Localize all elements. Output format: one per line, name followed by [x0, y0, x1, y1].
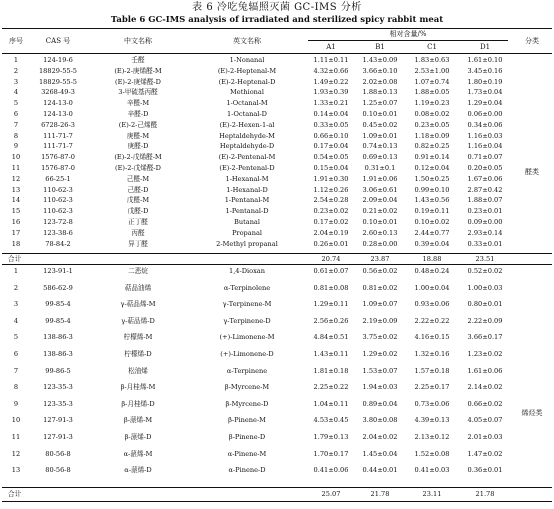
cell-cn-name: 庚醛-M [126, 131, 150, 140]
cell-cn-name: 松油烯 [128, 366, 148, 375]
cell-d1: 1.47±0.02 [467, 449, 503, 458]
cell-no: 6 [13, 350, 19, 358]
cell-cas: 110-62-3 [43, 207, 73, 216]
cell-c1: 0.08±0.02 [414, 110, 450, 118]
cell-a1: 0.41±0.06 [313, 466, 349, 475]
cell-cn-name: β-蒎烯-D [124, 433, 152, 441]
cell-cn-name: α-蒎烯-M [123, 449, 153, 458]
cell-b1: 0.69±0.13 [362, 153, 398, 162]
cell-cas: 127-91-3 [43, 433, 73, 441]
cell-d1: 3.66±0.17 [467, 333, 503, 342]
cell-cn-name: 己醛-D [127, 185, 149, 194]
cell-a1: 0.17±0.02 [313, 218, 349, 226]
cell-b1: 0.56±0.02 [362, 267, 398, 275]
cell-c1: 1.07±0.74 [414, 77, 450, 86]
cell-b1: 1.94±0.03 [362, 383, 398, 392]
cell-cas: 123-35-3 [43, 383, 73, 392]
cell-no: 8 [13, 383, 19, 392]
cell-b1: 1.29±0.02 [362, 350, 398, 358]
total1-rule [2, 253, 552, 254]
cell-no: 12 [11, 449, 21, 458]
header-d1: D1 [479, 43, 491, 51]
header-b1: B1 [375, 43, 385, 51]
cell-en-name: 1,4-Dioxan [229, 267, 265, 275]
header-relative-content: 相对含量/% [389, 30, 427, 38]
cell-cas: 1576-87-0 [41, 153, 75, 162]
cell-en-name: α-Terpinolene [223, 283, 271, 292]
cell-b1: 1.09±0.01 [362, 131, 398, 140]
cell-a1: 1.43±0.11 [313, 350, 349, 358]
cell-c1: 1.19±0.23 [414, 99, 450, 108]
cell-cn-name: β-月桂烯-M [120, 383, 156, 392]
cell-no: 14 [11, 196, 21, 205]
cell-c1: 1.52±0.08 [414, 449, 450, 458]
cell-d1: 0.71±0.07 [467, 153, 503, 162]
cell-en-name: β-Pinene-D [228, 433, 266, 441]
cell-cn-name: 辛醛-D [127, 110, 149, 118]
cell-b1: 0.89±0.04 [362, 399, 398, 408]
cell-cn-name: 二恶烷 [128, 267, 148, 275]
cell-a1: 1.29±0.11 [313, 300, 349, 309]
cell-cn-name: 异丁醛 [128, 239, 148, 248]
cell-cn-name: 3-甲硫基丙醛 [118, 88, 158, 97]
cell-no: 10 [11, 153, 21, 162]
cell-d1: 4.05±0.07 [467, 416, 503, 425]
cell-b1: 2.09±0.04 [362, 196, 398, 205]
cell-en-name: β-Myrcene-M [224, 383, 270, 392]
total2-d1: 21.78 [475, 490, 495, 498]
cell-b1: 2.19±0.09 [362, 316, 398, 325]
cell-d1: 0.36±0.01 [467, 466, 503, 475]
cell-no: 5 [13, 99, 19, 108]
cell-cas: 123-38-6 [43, 228, 73, 237]
header-rule [2, 53, 552, 54]
cell-en-name: Heptaldehyde-M [219, 131, 275, 140]
cell-d1: 0.33±0.01 [467, 239, 503, 248]
cell-cas: 123-35-3 [43, 399, 73, 408]
cell-cn-name: β-月桂烯-D [121, 399, 155, 408]
header-cn-name: 中文名称 [124, 37, 152, 45]
cell-b1: 2.04±0.02 [362, 433, 398, 441]
cell-d1: 1.00±0.03 [467, 283, 503, 292]
cell-cas: 99-86-5 [45, 366, 71, 375]
cell-c1: 1.43±0.56 [414, 196, 450, 205]
cell-cn-name: γ-萜品烯-D [121, 316, 155, 325]
cell-a1: 0.54±0.05 [313, 153, 349, 162]
cell-d1: 1.16±0.04 [467, 142, 503, 151]
cell-en-name: 1-Octanal-D [227, 110, 267, 118]
cell-cas: 99-85-4 [45, 300, 71, 309]
header-category: 分类 [525, 37, 539, 45]
cell-en-name: β-Pinene-M [228, 416, 266, 425]
category-terpenes: 烯烃类 [521, 409, 543, 417]
cell-a1: 0.23±0.02 [313, 207, 349, 216]
cell-no: 4 [13, 88, 19, 97]
header-en-name: 英文名称 [233, 37, 261, 45]
cell-cn-name: 柠檬烯-M [123, 333, 153, 342]
cell-b1: 3.80±0.08 [362, 416, 398, 425]
cell-no: 8 [13, 131, 19, 140]
total2-label: 合计 [8, 490, 22, 498]
cell-b1: 1.53±0.07 [362, 366, 398, 375]
cell-cas: 124-19-6 [43, 56, 73, 64]
total1-b1: 23.87 [370, 255, 390, 263]
cell-cas: 111-71-7 [43, 142, 73, 151]
cell-cas: 124-13-0 [43, 110, 73, 118]
cell-no: 1 [13, 56, 19, 64]
cell-en-name: 2-Methyl propanal [216, 239, 278, 248]
cell-cn-name: β-蒎烯-M [123, 416, 153, 425]
cell-d1: 2.22±0.09 [467, 316, 503, 325]
cell-no: 13 [11, 466, 21, 475]
cell-d1: 0.20±0.05 [467, 164, 503, 172]
cell-no: 2 [13, 66, 19, 75]
cell-en-name: α-Pinene-M [227, 449, 267, 458]
cell-cas: 586-62-9 [43, 283, 73, 292]
cell-a1: 2.25±0.22 [313, 383, 349, 392]
cell-d1: 0.66±0.02 [467, 399, 503, 408]
cell-en-name: 1-Nonanal [229, 56, 265, 64]
cell-b1: 1.25±0.07 [362, 99, 398, 108]
cell-d1: 1.61±0.06 [467, 366, 503, 375]
cell-d1: 2.14±0.02 [467, 383, 503, 392]
cell-en-name: (E)-2-Pentenal-D [219, 164, 275, 172]
cell-cn-name: 丙醛 [131, 228, 145, 237]
cell-a1: 1.11±0.11 [313, 56, 349, 64]
cell-cn-name: (E)-2-戊烯醛-M [114, 153, 162, 162]
cell-cas: 6728-26-3 [41, 120, 75, 129]
cell-no: 11 [11, 164, 21, 172]
cell-c1: 1.83±0.63 [414, 56, 450, 64]
cell-cas: 123-72-8 [43, 218, 73, 226]
top-rule [2, 28, 552, 29]
cell-d1: 2.93±0.14 [467, 228, 503, 237]
cell-cas: 127-91-3 [43, 416, 73, 425]
cell-no: 2 [13, 283, 19, 292]
cell-no: 5 [13, 333, 19, 342]
cell-b1: 1.91±0.06 [362, 174, 398, 183]
cell-no: 1 [13, 267, 19, 275]
total1-c1: 18.88 [422, 255, 442, 263]
cell-c1: 2.53±1.00 [414, 66, 450, 75]
cell-b1: 0.81±0.02 [362, 283, 398, 292]
cell-en-name: β-Myrcene-D [225, 399, 269, 408]
header-a1: A1 [326, 43, 336, 51]
cell-cn-name: (E)-2-庚烯醛-D [115, 77, 161, 86]
cell-d1: 0.80±0.01 [467, 300, 503, 309]
cell-cas: 80-56-8 [45, 466, 71, 475]
cell-c1: 0.10±0.02 [414, 218, 450, 226]
cell-d1: 2.01±0.03 [467, 433, 503, 441]
cell-b1: 0.31±0.1 [364, 164, 396, 172]
cell-c1: 1.88±0.05 [414, 88, 450, 97]
cell-a1: 0.33±0.05 [313, 120, 349, 129]
cell-cn-name: 柠檬烯-D [124, 350, 152, 358]
cell-cn-name: (E)-2-戊烯醛-D [115, 164, 161, 172]
cell-d1: 0.23±0.01 [467, 207, 503, 216]
cell-en-name: 1-Pentanal-M [224, 196, 270, 205]
cell-no: 16 [11, 218, 21, 226]
cell-no: 3 [13, 77, 19, 86]
cell-cas: 138-86-3 [43, 350, 73, 358]
cell-cas: 99-85-4 [45, 316, 71, 325]
cell-b1: 3.75±0.02 [362, 333, 398, 342]
cell-d1: 1.23±0.02 [467, 350, 503, 358]
cell-cn-name: α-蒎烯-D [124, 466, 152, 475]
cell-cn-name: γ-萜品烯-M [120, 300, 156, 309]
cell-b1: 0.45±0.02 [362, 120, 398, 129]
cell-cas: 3268-49-3 [41, 88, 75, 97]
cell-c1: 0.91±0.14 [414, 153, 450, 162]
cell-c1: 2.22±0.22 [414, 316, 450, 325]
cell-c1: 2.13±0.12 [414, 433, 450, 441]
cell-cas: 110-62-3 [43, 185, 73, 194]
section-divider [2, 264, 552, 265]
cell-b1: 0.10±0.01 [362, 110, 398, 118]
cell-d1: 1.80±0.19 [467, 77, 503, 86]
cell-en-name: 1-Hexanal-D [226, 185, 268, 194]
cell-b1: 0.74±0.13 [362, 142, 398, 151]
cell-d1: 1.16±0.03 [467, 131, 503, 140]
cell-a1: 1.70±0.17 [313, 449, 349, 458]
cell-c1: 1.32±0.16 [414, 350, 450, 358]
cell-c1: 1.00±0.04 [414, 283, 450, 292]
cell-d1: 0.52±0.02 [467, 267, 503, 275]
cell-c1: 1.18±0.09 [414, 131, 450, 140]
cell-b1: 3.66±0.10 [362, 66, 398, 75]
cell-a1: 0.26±0.01 [313, 239, 349, 248]
cell-en-name: γ-Terpinene-D [223, 316, 271, 325]
header-no: 序号 [9, 37, 23, 45]
cell-c1: 2.44±0.77 [414, 228, 450, 237]
cell-a1: 1.04±0.11 [313, 399, 349, 408]
cell-a1: 2.54±0.28 [313, 196, 349, 205]
cell-a1: 4.53±0.45 [313, 416, 349, 425]
total1-label: 合计 [8, 255, 22, 263]
cell-c1: 0.93±0.06 [414, 300, 450, 309]
cell-a1: 1.79±0.13 [313, 433, 349, 441]
cell-a1: 1.49±0.22 [313, 77, 349, 86]
cell-cas: 80-56-8 [45, 449, 71, 458]
cell-cn-name: (E)-2-己烯醛 [118, 120, 158, 129]
cell-a1: 1.81±0.18 [313, 366, 349, 375]
cell-a1: 4.84±0.51 [313, 333, 349, 342]
cell-en-name: γ-Terpinene-M [222, 300, 272, 309]
cell-a1: 2.04±0.19 [313, 228, 349, 237]
cell-cas: 78-84-2 [45, 239, 71, 248]
cell-c1: 0.82±0.25 [414, 142, 450, 151]
cell-en-name: 1-Pentanal-D [225, 207, 269, 216]
category-aldehydes: 醛类 [525, 168, 539, 176]
cell-cn-name: 己醛-M [126, 174, 150, 183]
table-title-cn: 表 6 冷吃兔辐照灭菌 GC-IMS 分析 [192, 2, 362, 13]
cell-cn-name: 辛醛-M [126, 99, 150, 108]
cell-c1: 4.39±0.13 [414, 416, 450, 425]
cell-d1: 1.88±0.07 [467, 196, 503, 205]
cell-d1: 1.67±0.06 [467, 174, 503, 183]
cell-a1: 0.66±0.10 [313, 131, 349, 140]
cell-b1: 1.43±0.09 [362, 56, 398, 64]
cell-en-name: (E)-2-Heptenal-M [217, 66, 277, 75]
cell-b1: 0.44±0.01 [362, 466, 398, 475]
cell-d1: 0.06±0.00 [467, 110, 503, 118]
cell-en-name: Heptaldehyde-D [219, 142, 275, 151]
header-c1: C1 [427, 43, 437, 51]
cell-cas: 110-62-3 [43, 196, 73, 205]
cell-a1: 0.14±0.04 [313, 110, 349, 118]
cell-en-name: (+)-Limonene-D [220, 350, 274, 358]
cell-a1: 4.32±0.66 [313, 66, 349, 75]
table-title-en: Table 6 GC-IMS analysis of irradiated and sterilized spicy rabbit meat [110, 15, 444, 25]
cell-c1: 0.99±0.10 [414, 185, 450, 194]
cell-c1: 0.39±0.04 [414, 239, 450, 248]
cell-cas: 18829-55-5 [38, 77, 78, 86]
cell-en-name: 1-Hexanal-M [225, 174, 269, 183]
cell-c1: 0.73±0.06 [414, 399, 450, 408]
total2-b1: 21.78 [370, 490, 390, 498]
cell-no: 7 [13, 120, 19, 129]
cell-no: 3 [13, 300, 19, 309]
bottom-rule [2, 501, 552, 502]
total1-d1: 23.51 [475, 255, 495, 263]
cell-cas: 1576-87-0 [41, 164, 75, 172]
cell-c1: 0.19±0.11 [414, 207, 450, 216]
cell-en-name: Methional [230, 88, 264, 97]
cell-cn-name: 庚醛-D [127, 142, 149, 151]
header-cas: CAS 号 [45, 37, 71, 45]
cell-no: 9 [13, 399, 19, 408]
cell-c1: 1.50±0.25 [414, 174, 450, 183]
total2-rule [2, 487, 552, 488]
cell-cn-name: 戊醛-M [126, 196, 150, 205]
cell-no: 7 [13, 366, 19, 375]
cell-no: 15 [11, 207, 21, 216]
cell-no: 10 [11, 416, 21, 425]
total1-a1: 20.74 [321, 255, 341, 263]
cell-cn-name: 正丁醛 [128, 218, 148, 226]
total2-c1: 23.11 [422, 490, 442, 498]
cell-c1: 0.12±0.04 [414, 164, 450, 172]
cell-d1: 1.73±0.04 [467, 88, 503, 97]
cell-d1: 2.87±0.42 [467, 185, 503, 194]
cell-a1: 0.61±0.07 [313, 267, 349, 275]
cell-en-name: (E)-2-Pentenal-M [218, 153, 276, 162]
cell-b1: 0.10±0.01 [362, 218, 398, 226]
cell-b1: 1.88±0.13 [362, 88, 398, 97]
cell-en-name: (E)-2-Hexen-1-al [219, 120, 275, 129]
cell-a1: 0.15±0.04 [313, 164, 349, 172]
cell-c1: 2.25±0.17 [414, 383, 450, 392]
cell-b1: 0.28±0.00 [362, 239, 398, 248]
cell-cn-name: 壬醛 [131, 56, 145, 64]
cell-en-name: Propanal [232, 228, 262, 237]
cell-d1: 1.61±0.10 [467, 56, 503, 64]
cell-a1: 0.17±0.04 [313, 142, 349, 151]
cell-a1: 1.33±0.21 [313, 99, 349, 108]
cell-a1: 0.81±0.08 [313, 283, 349, 292]
cell-d1: 1.29±0.04 [467, 99, 503, 108]
cell-cas: 18829-55-5 [38, 66, 78, 75]
cell-cas: 124-13-0 [43, 99, 73, 108]
cell-cas: 123-91-1 [43, 267, 73, 275]
cell-en-name: Butanal [234, 218, 260, 226]
cell-b1: 1.45±0.04 [362, 449, 398, 458]
cell-en-name: (E)-2-Heptenal-D [218, 77, 276, 86]
cell-cn-name: 萜品油烯 [124, 283, 152, 292]
cell-c1: 4.16±0.15 [414, 333, 450, 342]
cell-cn-name: 戊醛-D [127, 207, 149, 216]
cell-en-name: (+)-Limonene-M [219, 333, 275, 342]
cell-d1: 3.45±0.16 [467, 66, 503, 75]
cell-a1: 1.91±0.30 [313, 174, 349, 183]
cell-a1: 1.12±0.26 [313, 185, 349, 194]
cell-b1: 0.21±0.02 [362, 207, 398, 216]
cell-d1: 0.34±0.06 [467, 120, 503, 129]
cell-c1: 0.48±0.24 [414, 267, 450, 275]
cell-cas: 138-86-3 [43, 333, 73, 342]
cell-no: 12 [11, 174, 21, 183]
cell-no: 18 [11, 239, 21, 248]
cell-b1: 2.02±0.08 [362, 77, 398, 86]
cell-b1: 1.09±0.07 [362, 300, 398, 309]
cell-no: 9 [13, 142, 19, 151]
cell-en-name: α-Terpinene [226, 366, 268, 375]
cell-b1: 2.60±0.13 [362, 228, 398, 237]
cell-cas: 66-25-1 [45, 174, 71, 183]
cell-c1: 0.41±0.03 [414, 466, 450, 475]
cell-c1: 1.57±0.18 [414, 366, 450, 375]
cell-a1: 1.93±0.39 [313, 88, 349, 97]
cell-no: 11 [11, 433, 21, 441]
cell-d1: 0.09±0.00 [467, 218, 503, 226]
cell-no: 4 [13, 316, 19, 325]
cell-no: 6 [13, 110, 19, 118]
cell-c1: 0.23±0.05 [414, 120, 450, 129]
cell-no: 17 [11, 228, 21, 237]
cell-b1: 3.06±0.61 [362, 185, 398, 194]
header-underline [308, 40, 508, 41]
total2-a1: 25.07 [321, 490, 341, 498]
cell-cn-name: (E)-2-庚烯醛-M [114, 66, 162, 75]
cell-a1: 2.56±0.26 [313, 316, 349, 325]
cell-en-name: α-Pinene-D [228, 466, 266, 475]
cell-en-name: 1-Octanal-M [226, 99, 268, 108]
cell-no: 13 [11, 185, 21, 194]
cell-cas: 111-71-7 [43, 131, 73, 140]
